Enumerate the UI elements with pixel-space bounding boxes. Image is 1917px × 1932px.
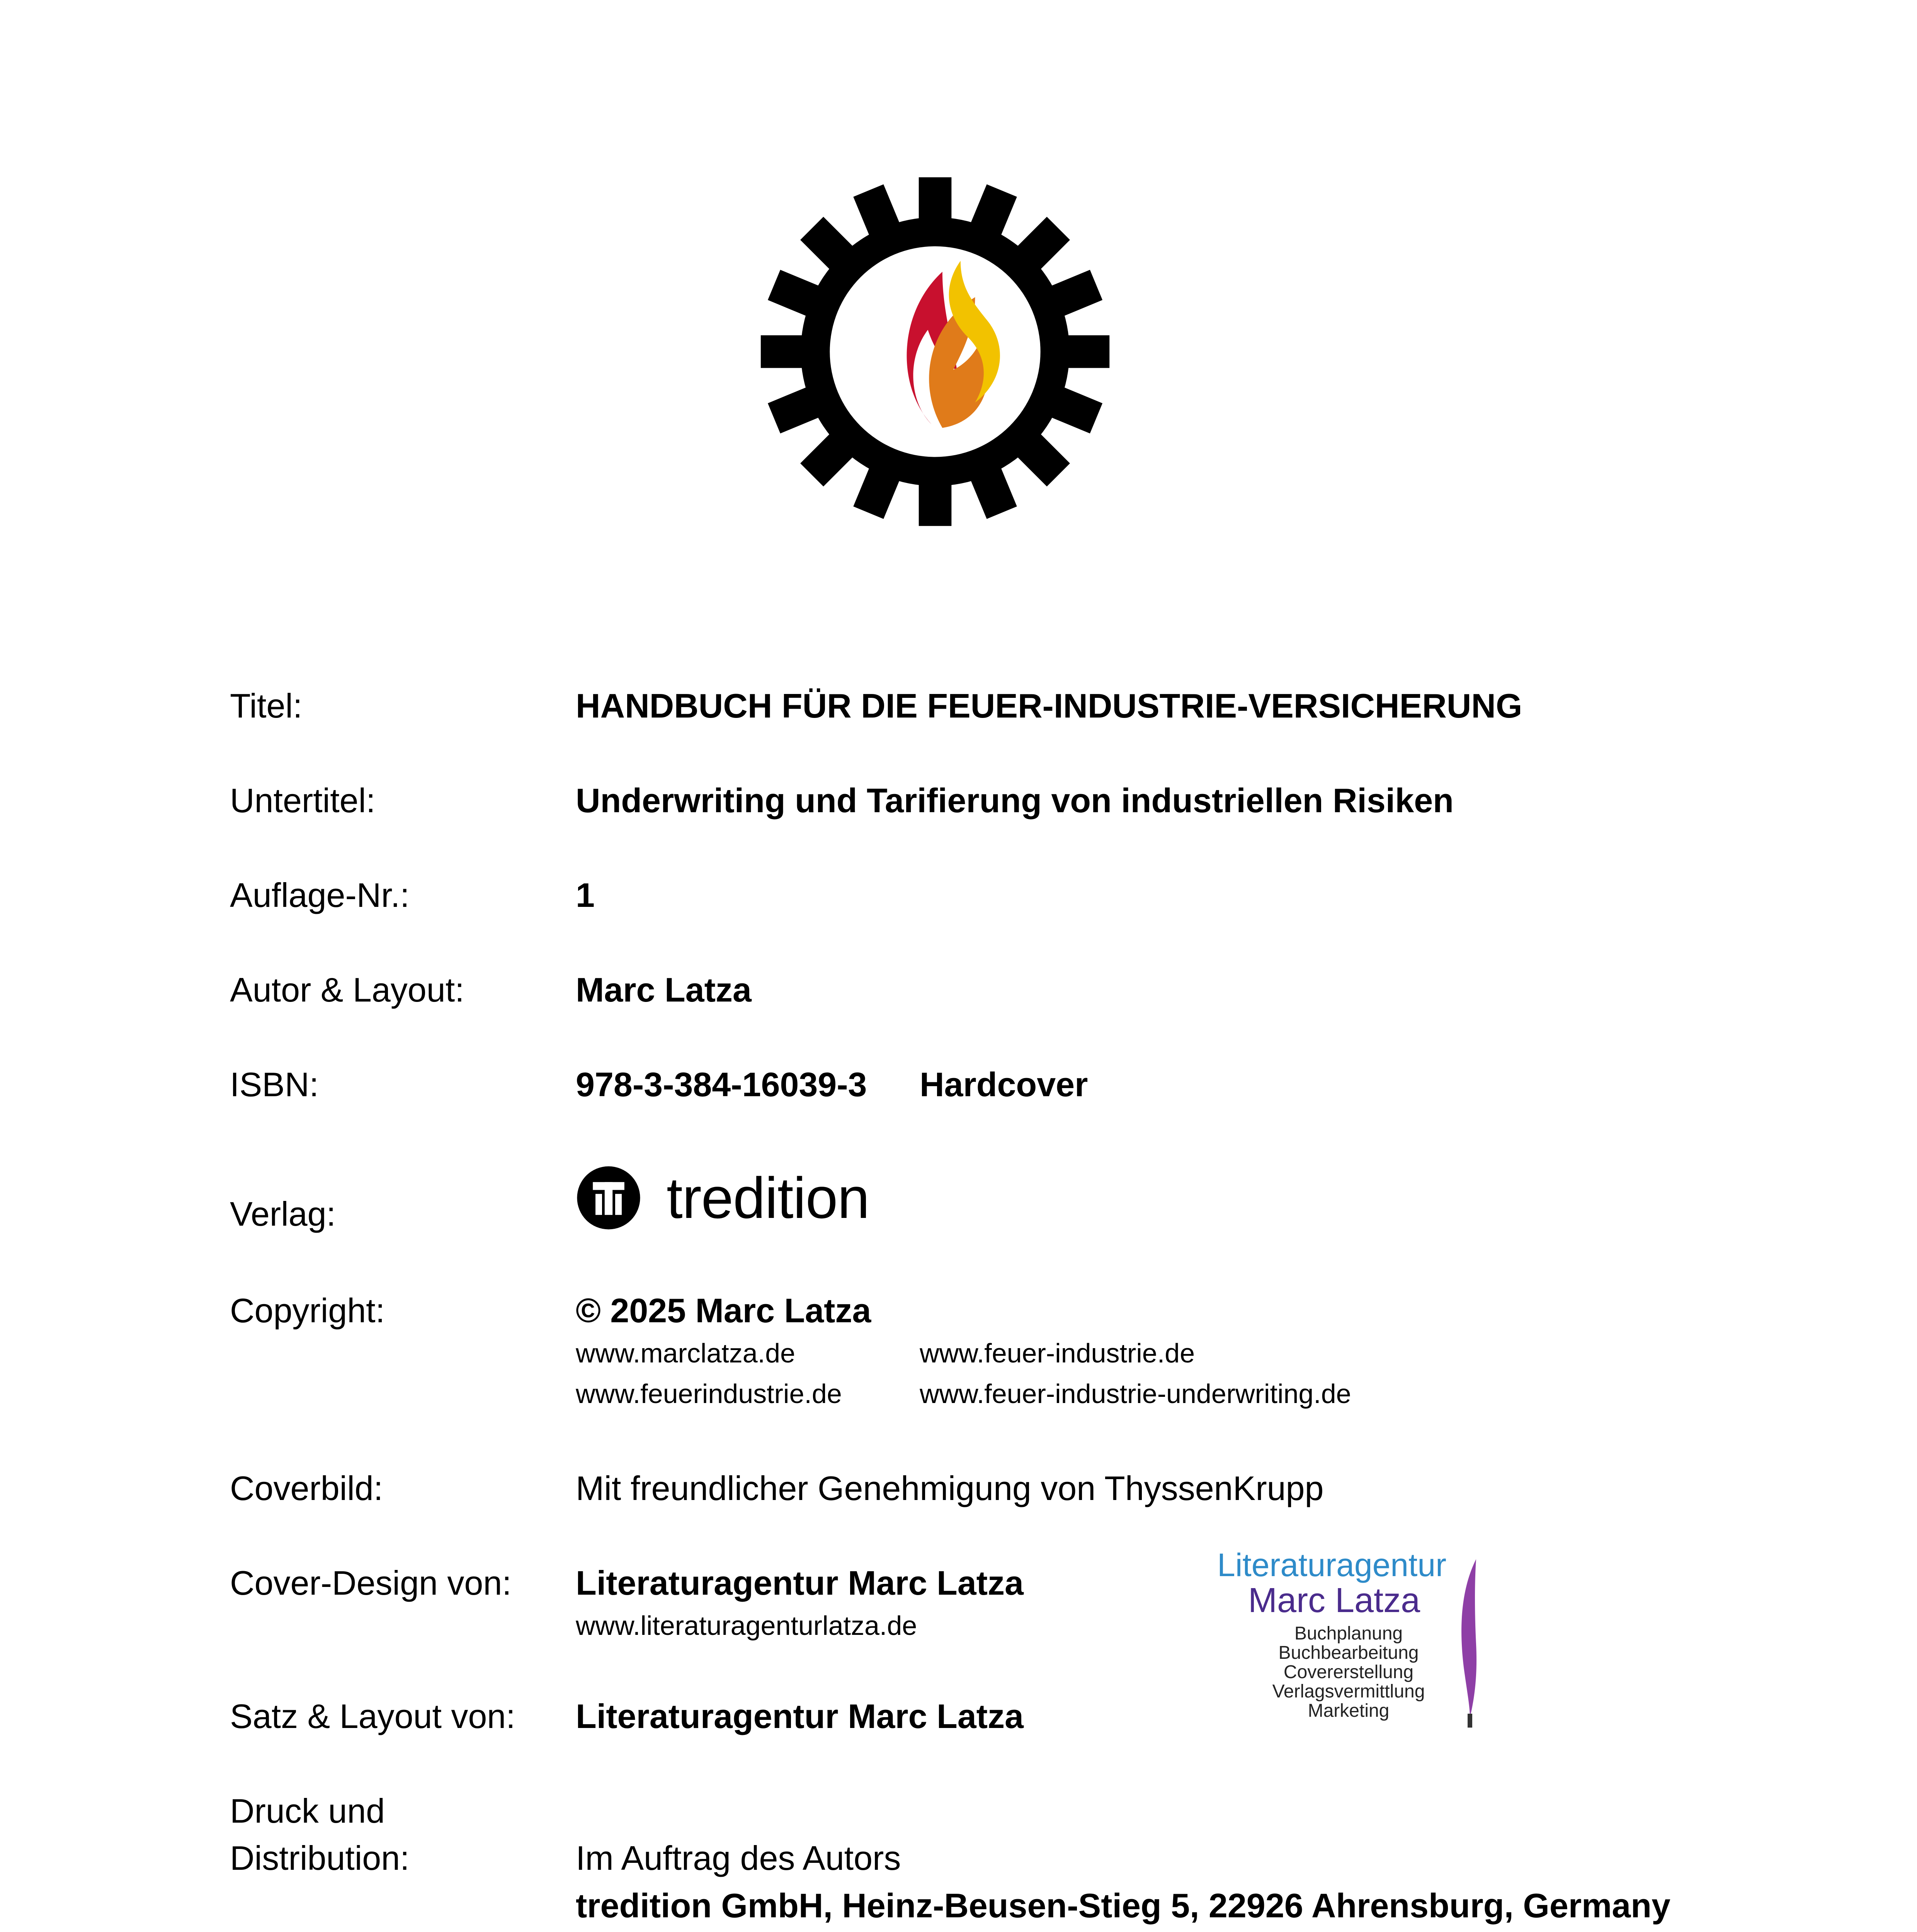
value-auflage: 1 bbox=[576, 876, 595, 914]
value-satz: Literaturagentur Marc Latza bbox=[576, 1697, 1024, 1735]
agency-logo-line1: Literaturagentur bbox=[1217, 1547, 1447, 1583]
value-druck-line2: tredition GmbH, Heinz-Beusen-Stieg 5, 22926 Ahrensburg, Germany bbox=[576, 1886, 1670, 1925]
label-verlag: Verlag: bbox=[230, 1195, 336, 1233]
link-literaturagentur[interactable]: www.literaturagenturlatza.de bbox=[576, 1611, 917, 1641]
label-auflage: Auflage-Nr.: bbox=[230, 876, 410, 914]
agency-logo-line2: Marc Latza bbox=[1248, 1581, 1420, 1620]
tredition-logo bbox=[576, 1161, 924, 1235]
value-autor: Marc Latza bbox=[576, 971, 752, 1009]
link-feuer-industrie-underwriting[interactable]: www.feuer-industrie-underwriting.de bbox=[920, 1379, 1351, 1409]
value-isbn-format: Hardcover bbox=[920, 1065, 1088, 1104]
label-copyright: Copyright: bbox=[230, 1291, 385, 1330]
value-titel: HANDBUCH FÜR DIE FEUER-INDUSTRIE-VERSICHERUNG bbox=[576, 687, 1522, 725]
value-druck-line1: Im Auftrag des Autors bbox=[576, 1839, 901, 1877]
tredition-wordmark: tredition bbox=[667, 1165, 869, 1230]
agency-service: Verlagsvermittlung bbox=[1272, 1681, 1425, 1702]
value-coverdesign: Literaturagentur Marc Latza bbox=[576, 1564, 1024, 1602]
value-coverbild: Mit freundlicher Genehmigung von ThyssenKrupp bbox=[576, 1469, 1324, 1507]
link-feuerindustrie[interactable]: www.feuerindustrie.de bbox=[576, 1379, 842, 1409]
agency-service: Buchbearbeitung bbox=[1278, 1643, 1419, 1663]
quill-icon bbox=[1453, 1557, 1484, 1731]
value-isbn: 978-3-384-16039-3 bbox=[576, 1065, 867, 1104]
link-marclatza[interactable]: www.marclatza.de bbox=[576, 1338, 795, 1368]
label-druck-line1: Druck und bbox=[230, 1792, 385, 1830]
agency-service: Buchplanung bbox=[1294, 1623, 1403, 1644]
agency-service: Marketing bbox=[1308, 1701, 1390, 1721]
label-untertitel: Untertitel: bbox=[230, 781, 376, 820]
label-isbn: ISBN: bbox=[230, 1065, 319, 1104]
label-coverbild: Coverbild: bbox=[230, 1469, 383, 1507]
label-coverdesign: Cover-Design von: bbox=[230, 1564, 512, 1602]
value-untertitel: Underwriting und Tarifierung von industriellen Risiken bbox=[576, 781, 1454, 820]
literaturagentur-logo bbox=[1217, 1546, 1488, 1739]
label-autor: Autor & Layout: bbox=[230, 971, 464, 1009]
label-satz: Satz & Layout von: bbox=[230, 1697, 515, 1735]
label-titel: Titel: bbox=[230, 687, 303, 725]
label-druck-line2: Distribution: bbox=[230, 1839, 410, 1877]
link-feuer-industrie[interactable]: www.feuer-industrie.de bbox=[920, 1338, 1195, 1368]
tredition-logo-icon bbox=[576, 1165, 641, 1231]
gear-flame-icon bbox=[754, 170, 1117, 533]
agency-service: Covererstellung bbox=[1283, 1662, 1414, 1682]
value-copyright: © 2025 Marc Latza bbox=[576, 1291, 871, 1330]
